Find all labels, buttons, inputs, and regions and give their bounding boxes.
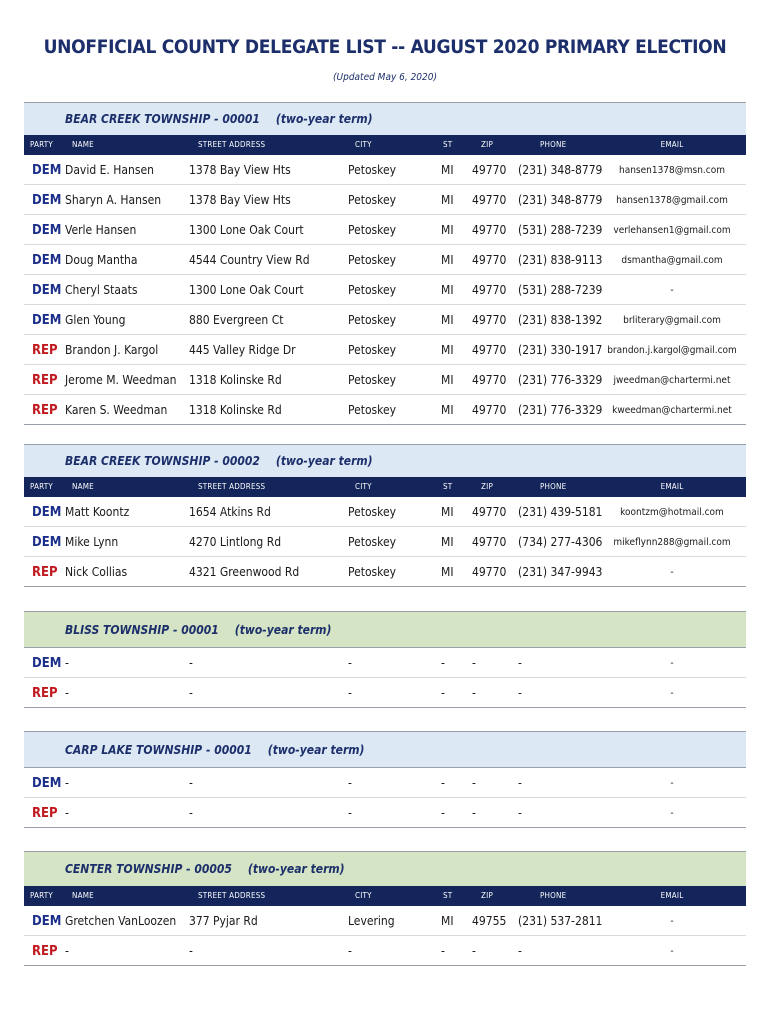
- cell-street: 1378 Bay View Hts: [189, 163, 291, 177]
- cell-street: 377 Pyjar Rd: [189, 914, 258, 928]
- section-title: BEAR CREEK TOWNSHIP - 00001 (two-year term): [65, 112, 373, 126]
- cell-phone: (531) 288-7239: [518, 223, 603, 237]
- cell-name: Doug Mantha: [65, 253, 138, 267]
- cell-st: MI: [441, 313, 454, 327]
- cell-st: MI: [441, 505, 454, 519]
- table-row: [24, 677, 746, 707]
- cell-email: -: [670, 808, 674, 819]
- col-email: EMAIL: [660, 482, 684, 491]
- cell-party: REP: [32, 944, 58, 959]
- cell-email: hansen1378@gmail.com: [616, 195, 728, 206]
- table-row: [24, 526, 746, 556]
- col-st: ST: [443, 891, 453, 900]
- col-name: NAME: [72, 140, 94, 149]
- cell-city: Petoskey: [348, 403, 397, 417]
- table-row: [24, 304, 746, 334]
- cell-phone: -: [518, 776, 522, 790]
- section-rows: [24, 497, 746, 587]
- cell-phone: (231) 348-8779: [518, 163, 603, 177]
- col-city: CITY: [355, 482, 372, 491]
- cell-city: Petoskey: [348, 505, 397, 519]
- cell-st: MI: [441, 283, 454, 297]
- cell-email: -: [670, 688, 674, 699]
- cell-st: MI: [441, 163, 454, 177]
- cell-phone: -: [518, 944, 522, 958]
- column-header-row: [24, 886, 746, 906]
- section-rows: [24, 767, 746, 828]
- cell-zip: 49770: [472, 193, 507, 207]
- cell-name: Jerome M. Weedman: [65, 373, 177, 387]
- cell-name: Gretchen VanLoozen: [65, 914, 177, 928]
- cell-city: Petoskey: [348, 163, 397, 177]
- section-header: [24, 444, 746, 477]
- section-bear-creek-00001: [24, 102, 746, 425]
- cell-st: MI: [441, 535, 454, 549]
- cell-zip: 49770: [472, 343, 507, 357]
- cell-city: -: [348, 686, 352, 700]
- cell-phone: (231) 838-1392: [518, 313, 603, 327]
- cell-zip: 49770: [472, 373, 507, 387]
- cell-party: REP: [32, 373, 58, 388]
- cell-name: Verle Hansen: [65, 223, 137, 237]
- cell-street: 1654 Atkins Rd: [189, 505, 271, 519]
- cell-party: DEM: [32, 776, 62, 791]
- cell-party: DEM: [32, 283, 62, 298]
- cell-zip: 49770: [472, 535, 507, 549]
- page-subtitle: (Updated May 6, 2020): [333, 72, 437, 83]
- cell-phone: (231) 776-3329: [518, 373, 603, 387]
- cell-email: -: [670, 567, 674, 578]
- cell-zip: 49770: [472, 313, 507, 327]
- cell-phone: (734) 277-4306: [518, 535, 603, 549]
- cell-name: Mike Lynn: [65, 535, 119, 549]
- section-rows: [24, 647, 746, 708]
- cell-street: 880 Evergreen Ct: [189, 313, 284, 327]
- cell-phone: (231) 776-3329: [518, 403, 603, 417]
- cell-name: Matt Koontz: [65, 505, 130, 519]
- cell-zip: 49770: [472, 163, 507, 177]
- cell-email: dsmantha@gmail.com: [621, 255, 723, 266]
- col-phone: PHONE: [540, 140, 567, 149]
- section-title: CENTER TOWNSHIP - 00005 (two-year term): [65, 862, 345, 876]
- section-bear-creek-00002: [24, 444, 746, 587]
- cell-city: Petoskey: [348, 313, 397, 327]
- col-zip: ZIP: [481, 482, 493, 491]
- cell-st: -: [441, 656, 445, 670]
- cell-zip: -: [472, 776, 476, 790]
- section-bliss-00001: [24, 611, 746, 708]
- cell-party: DEM: [32, 163, 62, 178]
- section-carp-lake-00001: [24, 731, 746, 828]
- table-row: [24, 214, 746, 244]
- cell-zip: -: [472, 944, 476, 958]
- table-row: [24, 906, 746, 935]
- cell-name: -: [65, 806, 69, 820]
- cell-st: MI: [441, 193, 454, 207]
- cell-zip: 49770: [472, 505, 507, 519]
- page-title: UNOFFICIAL COUNTY DELEGATE LIST -- AUGUST 2020 PRIMARY ELECTION: [43, 36, 727, 58]
- cell-city: Petoskey: [348, 565, 397, 579]
- cell-zip: 49755: [472, 914, 507, 928]
- table-row: [24, 497, 746, 526]
- cell-zip: 49770: [472, 565, 507, 579]
- cell-street: -: [189, 686, 193, 700]
- cell-st: MI: [441, 373, 454, 387]
- cell-email: hansen1378@msn.com: [619, 165, 725, 176]
- cell-zip: -: [472, 806, 476, 820]
- cell-zip: -: [472, 656, 476, 670]
- table-row: [24, 394, 746, 424]
- cell-party: REP: [32, 806, 58, 821]
- cell-st: -: [441, 686, 445, 700]
- table-row: [24, 935, 746, 965]
- cell-phone: (231) 348-8779: [518, 193, 603, 207]
- cell-street: 1318 Kolinske Rd: [189, 403, 282, 417]
- cell-name: Karen S. Weedman: [65, 403, 168, 417]
- cell-party: DEM: [32, 656, 62, 671]
- cell-party: DEM: [32, 223, 62, 238]
- col-phone: PHONE: [540, 482, 567, 491]
- col-city: CITY: [355, 891, 372, 900]
- section-rows: [24, 155, 746, 425]
- cell-email: -: [670, 946, 674, 957]
- cell-email: brliterary@gmail.com: [623, 315, 721, 326]
- cell-zip: 49770: [472, 283, 507, 297]
- col-street: STREET ADDRESS: [198, 891, 266, 900]
- col-city: CITY: [355, 140, 372, 149]
- cell-st: -: [441, 806, 445, 820]
- section-title: BLISS TOWNSHIP - 00001 (two-year term): [65, 623, 332, 637]
- cell-phone: -: [518, 686, 522, 700]
- cell-st: MI: [441, 565, 454, 579]
- cell-street: 1318 Kolinske Rd: [189, 373, 282, 387]
- cell-city: Petoskey: [348, 535, 397, 549]
- cell-zip: 49770: [472, 253, 507, 267]
- table-row: [24, 797, 746, 827]
- col-name: NAME: [72, 891, 94, 900]
- cell-party: DEM: [32, 914, 62, 929]
- cell-city: -: [348, 776, 352, 790]
- column-header-row: [24, 135, 746, 155]
- cell-name: -: [65, 776, 69, 790]
- cell-name: -: [65, 944, 69, 958]
- cell-name: Glen Young: [65, 313, 126, 327]
- cell-email: -: [670, 778, 674, 789]
- cell-street: -: [189, 806, 193, 820]
- cell-st: MI: [441, 253, 454, 267]
- cell-name: David E. Hansen: [65, 163, 154, 177]
- col-party: PARTY: [30, 140, 53, 149]
- cell-st: MI: [441, 914, 454, 928]
- cell-zip: 49770: [472, 403, 507, 417]
- cell-email: kweedman@chartermi.net: [612, 405, 732, 416]
- col-phone: PHONE: [540, 891, 567, 900]
- cell-zip: 49770: [472, 223, 507, 237]
- cell-phone: (531) 288-7239: [518, 283, 603, 297]
- table-row: [24, 274, 746, 304]
- cell-street: 1378 Bay View Hts: [189, 193, 291, 207]
- cell-email: koontzm@hotmail.com: [620, 507, 724, 518]
- col-email: EMAIL: [660, 140, 684, 149]
- section-rows: [24, 906, 746, 966]
- cell-party: DEM: [32, 505, 62, 520]
- cell-st: -: [441, 944, 445, 958]
- cell-city: -: [348, 806, 352, 820]
- cell-email: -: [670, 916, 674, 927]
- cell-st: MI: [441, 403, 454, 417]
- cell-city: -: [348, 656, 352, 670]
- cell-street: 445 Valley Ridge Dr: [189, 343, 296, 357]
- cell-street: -: [189, 656, 193, 670]
- col-zip: ZIP: [481, 891, 493, 900]
- table-row: [24, 364, 746, 394]
- cell-name: -: [65, 656, 69, 670]
- cell-party: REP: [32, 565, 58, 580]
- cell-name: Cheryl Staats: [65, 283, 138, 297]
- cell-email: -: [670, 658, 674, 669]
- cell-name: -: [65, 686, 69, 700]
- section-header: [24, 731, 746, 767]
- cell-st: -: [441, 776, 445, 790]
- cell-city: Petoskey: [348, 193, 397, 207]
- cell-email: mikeflynn288@gmail.com: [613, 537, 731, 548]
- col-street: STREET ADDRESS: [198, 140, 266, 149]
- table-row: [24, 155, 746, 184]
- section-title: BEAR CREEK TOWNSHIP - 00002 (two-year term): [65, 454, 373, 468]
- section-header: [24, 611, 746, 647]
- cell-party: DEM: [32, 535, 62, 550]
- cell-phone: (231) 330-1917: [518, 343, 603, 357]
- col-party: PARTY: [30, 891, 53, 900]
- table-row: [24, 648, 746, 677]
- cell-street: -: [189, 944, 193, 958]
- section-header: [24, 102, 746, 135]
- section-title: CARP LAKE TOWNSHIP - 00001 (two-year term): [65, 743, 365, 757]
- cell-party: REP: [32, 343, 58, 358]
- cell-phone: (231) 838-9113: [518, 253, 603, 267]
- cell-st: MI: [441, 223, 454, 237]
- cell-email: brandon.j.kargol@gmail.com: [607, 345, 737, 356]
- col-email: EMAIL: [660, 891, 684, 900]
- cell-party: REP: [32, 686, 58, 701]
- cell-phone: (231) 347-9943: [518, 565, 603, 579]
- cell-street: 4544 Country View Rd: [189, 253, 310, 267]
- cell-name: Nick Collias: [65, 565, 128, 579]
- col-st: ST: [443, 140, 453, 149]
- cell-name: Brandon J. Kargol: [65, 343, 159, 357]
- table-row: [24, 556, 746, 586]
- cell-street: 4321 Greenwood Rd: [189, 565, 300, 579]
- col-name: NAME: [72, 482, 94, 491]
- cell-street: 1300 Lone Oak Court: [189, 223, 304, 237]
- cell-email: verlehansen1@gmail.com: [613, 225, 731, 236]
- cell-street: -: [189, 776, 193, 790]
- cell-party: DEM: [32, 253, 62, 268]
- col-street: STREET ADDRESS: [198, 482, 266, 491]
- cell-party: DEM: [32, 313, 62, 328]
- table-row: [24, 768, 746, 797]
- cell-city: Petoskey: [348, 343, 397, 357]
- col-party: PARTY: [30, 482, 53, 491]
- cell-city: Levering: [348, 914, 395, 928]
- cell-party: REP: [32, 403, 58, 418]
- table-row: [24, 334, 746, 364]
- section-header: [24, 851, 746, 886]
- cell-city: Petoskey: [348, 283, 397, 297]
- cell-city: -: [348, 944, 352, 958]
- column-header-row: [24, 477, 746, 497]
- table-row: [24, 244, 746, 274]
- col-zip: ZIP: [481, 140, 493, 149]
- cell-phone: -: [518, 656, 522, 670]
- col-st: ST: [443, 482, 453, 491]
- cell-street: 4270 Lintlong Rd: [189, 535, 282, 549]
- section-center-00005: [24, 851, 746, 966]
- cell-st: MI: [441, 343, 454, 357]
- cell-city: Petoskey: [348, 223, 397, 237]
- cell-city: Petoskey: [348, 373, 397, 387]
- cell-phone: -: [518, 806, 522, 820]
- cell-party: DEM: [32, 193, 62, 208]
- cell-city: Petoskey: [348, 253, 397, 267]
- table-row: [24, 184, 746, 214]
- cell-street: 1300 Lone Oak Court: [189, 283, 304, 297]
- cell-email: -: [670, 285, 674, 296]
- cell-zip: -: [472, 686, 476, 700]
- cell-phone: (231) 537-2811: [518, 914, 603, 928]
- cell-phone: (231) 439-5181: [518, 505, 603, 519]
- cell-email: jweedman@chartermi.net: [613, 375, 731, 386]
- cell-name: Sharyn A. Hansen: [65, 193, 162, 207]
